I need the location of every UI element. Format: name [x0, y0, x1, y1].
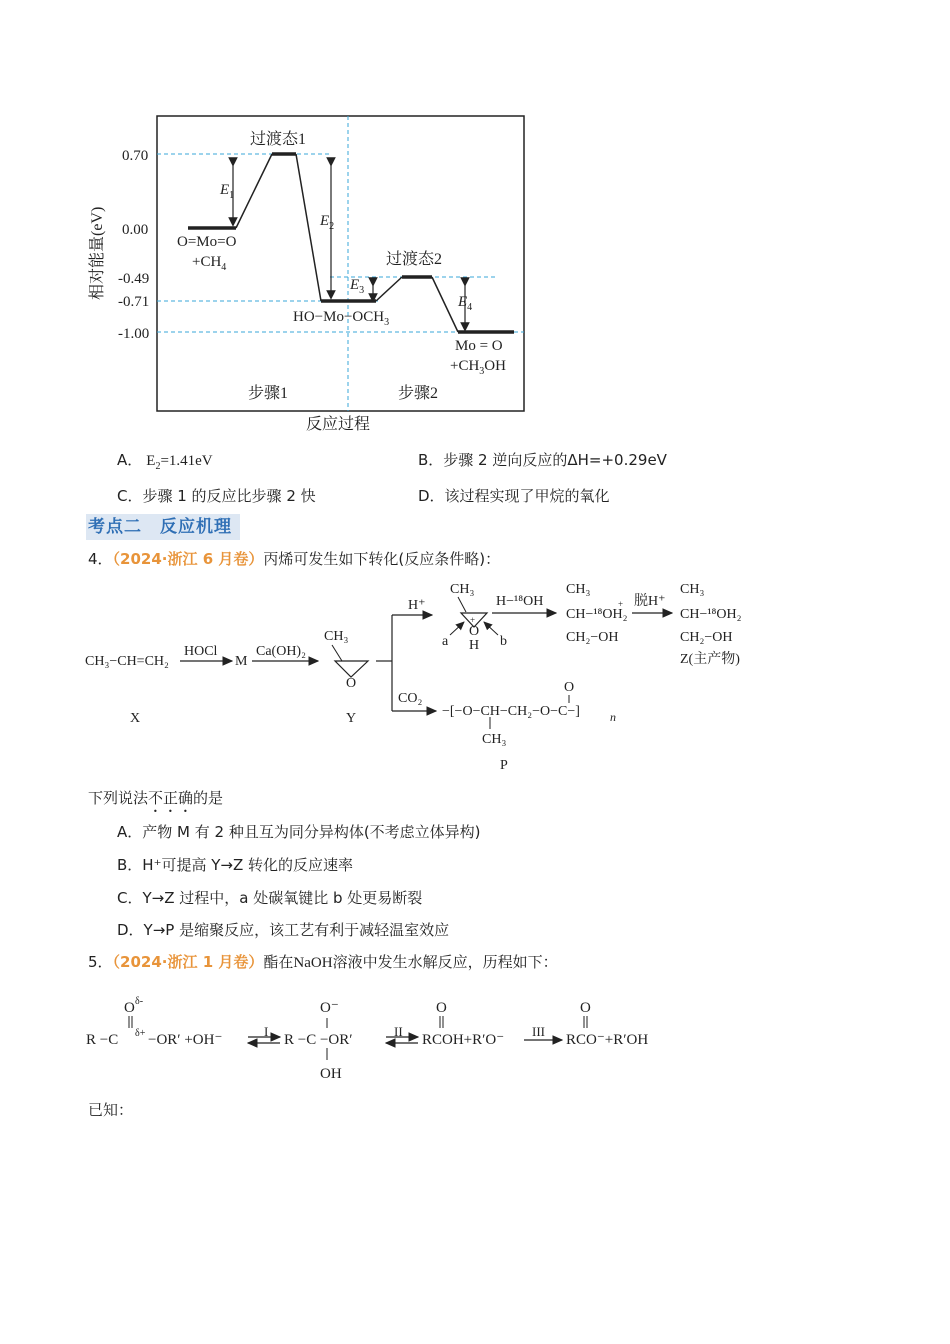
- step2-label: 步骤2: [398, 385, 439, 402]
- svg-text:n: n: [610, 710, 616, 724]
- tick-100: -1.00: [118, 326, 150, 342]
- intermediate-label: $HO-Mo-OCH_3$: [293, 309, 390, 328]
- q4-option-b[interactable]: B．H⁺可提高 Y→Z 转化的反应速率: [117, 856, 354, 874]
- q3-option-d[interactable]: D．该过程实现了甲烷的氧化: [418, 487, 610, 505]
- tick-049: -0.49: [118, 271, 150, 287]
- q4-option-d[interactable]: D．Y→P 是缩聚反应，该工艺有利于减轻温室效应: [117, 921, 450, 939]
- svg-text:CH₂−OH: CH₂−OH: [680, 630, 733, 645]
- svg-text:CH−¹⁸OH₂: CH−¹⁸OH₂: [680, 607, 742, 622]
- svg-text:H: H: [469, 638, 480, 653]
- q4-stem: 4．（2024·浙江 6 月卷）丙烯可发生如下转化(反应条件略)：: [88, 550, 501, 568]
- svg-text:E2: $E_2$: [320, 213, 335, 232]
- svg-text:δ-: δ-: [135, 996, 144, 1007]
- svg-text:O⁻: O⁻: [320, 1000, 339, 1016]
- svg-text:CH₃: CH₃: [680, 582, 705, 597]
- svg-text:CH₃: CH₃: [450, 582, 475, 597]
- svg-text:R −C: R −C: [86, 1032, 119, 1048]
- svg-text:H⁺: H⁺: [408, 598, 426, 613]
- product-label: Mo = O: [455, 338, 503, 354]
- q3-option-a[interactable]: A． $E_2=1.41eV$: [117, 451, 213, 472]
- tick-070: 0.70: [122, 148, 149, 164]
- svg-text:+CH4: $+CH_4$: [192, 254, 227, 273]
- svg-text:CH₃: CH₃: [482, 732, 507, 747]
- svg-text:RCOH+R′O⁻: RCOH+R′O⁻: [422, 1032, 505, 1048]
- svg-text:−OR′ +OH⁻: −OR′ +OH⁻: [148, 1032, 223, 1048]
- section-header: 考点二 反应机理: [86, 514, 240, 540]
- svg-text:H−¹⁸OH: H−¹⁸OH: [496, 594, 544, 609]
- q4-scheme: [80, 575, 770, 775]
- svg-text:P: P: [500, 758, 508, 773]
- svg-text:CH−¹⁸OH₂: CH−¹⁸OH₂: [566, 607, 628, 622]
- tick-000: 0.00: [122, 222, 149, 238]
- svg-text:CO₂: CO₂: [398, 691, 423, 706]
- tick-071: -0.71: [118, 294, 150, 310]
- svg-text:CH₂−OH: CH₂−OH: [566, 630, 619, 645]
- svg-text:HOCl: HOCl: [184, 644, 218, 659]
- svg-text:δ+: δ+: [135, 1028, 146, 1039]
- svg-text:III: III: [532, 1024, 545, 1039]
- svg-text:OH: OH: [320, 1066, 342, 1082]
- svg-text:脱H⁺: 脱H⁺: [634, 594, 666, 609]
- svg-text:O: O: [469, 624, 480, 639]
- q4-option-a[interactable]: A．产物 M 有 2 种且互为同分异构体(不考虑立体异构): [117, 823, 481, 841]
- svg-text:M: M: [235, 654, 248, 669]
- q3-option-c[interactable]: C．步骤 1 的反应比步骤 2 快: [117, 487, 316, 505]
- svg-text:E1: $E_1$: [220, 182, 235, 201]
- svg-text:RCO⁻+R′OH: RCO⁻+R′OH: [566, 1032, 649, 1048]
- energy-diagram: [80, 100, 540, 440]
- svg-text:−[−O−CH−CH₂−O−C−]: −[−O−CH−CH₂−O−C−]: [442, 704, 580, 719]
- x-axis-label: 反应过程: [306, 416, 371, 433]
- svg-text:X: X: [130, 711, 141, 726]
- svg-text:Y: Y: [346, 711, 357, 726]
- svg-text:Ca(OH)₂: Ca(OH)₂: [256, 644, 306, 659]
- svg-text:O: O: [124, 1000, 135, 1016]
- svg-text:+: +: [618, 599, 624, 609]
- y-axis-label: 相对能量(eV): [89, 206, 106, 300]
- q5-known: 已知：: [88, 1101, 134, 1119]
- svg-text:II: II: [394, 1024, 403, 1039]
- ts1-label: 过渡态1: [250, 131, 307, 148]
- q5-stem: 5．（2024·浙江 1 月卷）酯在NaOH溶液中发生水解反应，历程如下：: [88, 953, 558, 971]
- svg-text:E3: $E_3$: [350, 277, 365, 296]
- svg-text:b: b: [500, 634, 507, 649]
- svg-text:R −C −OR′: R −C −OR′: [284, 1032, 353, 1048]
- svg-text:CH₃: CH₃: [324, 629, 349, 644]
- svg-text:E4: $E_4$: [458, 294, 473, 313]
- svg-text:O: O: [564, 680, 575, 695]
- svg-text:I: I: [264, 1024, 269, 1039]
- q3-option-b[interactable]: B．步骤 2 逆向反应的ΔH=+0.29eV: [418, 451, 667, 469]
- compound-x: CH₃−CH=CH₂: [85, 654, 169, 669]
- ts2-label: 过渡态2: [386, 251, 443, 268]
- svg-text:Z(主产物): Z(主产物): [680, 652, 740, 667]
- svg-text:O: O: [580, 1000, 591, 1016]
- svg-text:CH₃: CH₃: [566, 582, 591, 597]
- q4-option-c[interactable]: C．Y→Z 过程中，a 处碳氧键比 b 处更易断裂: [117, 889, 423, 907]
- step1-label: 步骤1: [248, 385, 289, 402]
- svg-text:O: O: [346, 676, 357, 691]
- q5-mechanism: [80, 988, 680, 1088]
- svg-text:+CH3OH: $+CH_3OH$: [450, 358, 506, 377]
- q4-prompt: 下列说法不正确的是: [88, 789, 224, 807]
- svg-text:+: +: [470, 615, 476, 625]
- svg-text:a: a: [442, 634, 449, 649]
- reactant-label: O=Mo=O: [177, 234, 237, 250]
- svg-text:O: O: [436, 1000, 447, 1016]
